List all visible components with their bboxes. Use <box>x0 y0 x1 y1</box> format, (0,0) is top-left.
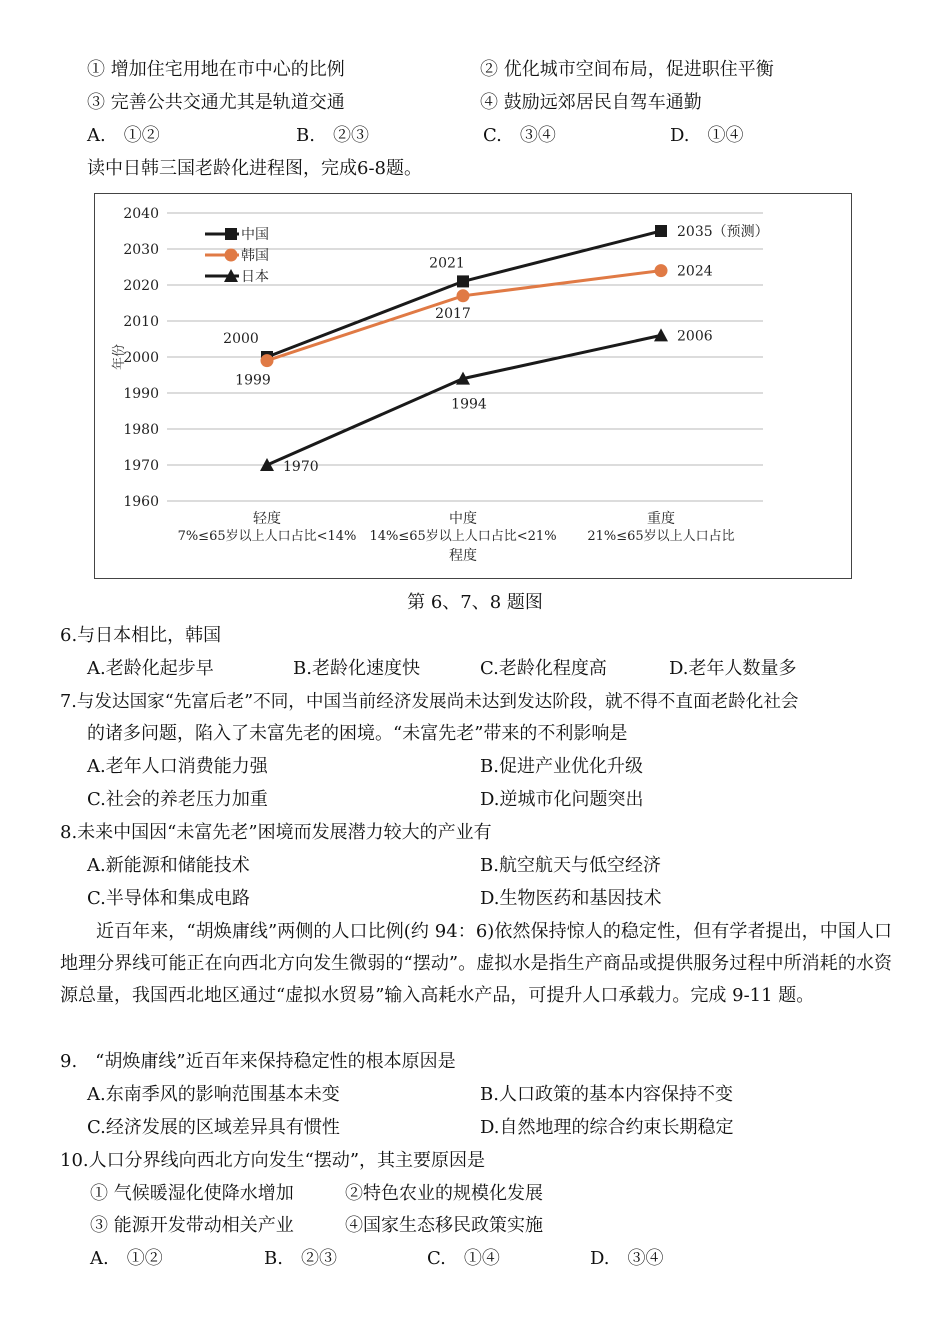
data-point <box>457 289 470 302</box>
data-label: 2017 <box>435 305 471 322</box>
q7-choice-c: C.社会的养老压力加重 <box>87 789 268 810</box>
legend-entry: 中国 <box>241 227 269 243</box>
q7-choice-b: B.促进产业优化升级 <box>480 756 643 777</box>
y-tick-label: 2000 <box>123 350 159 366</box>
chart-caption: 第 6、7、8 题图 <box>407 592 543 613</box>
y-tick-label: 1980 <box>123 422 159 438</box>
y-tick-label: 2040 <box>123 206 159 222</box>
legend-entry: 日本 <box>241 269 269 285</box>
legend-marker <box>225 228 237 240</box>
aging-chart <box>94 193 852 579</box>
data-point <box>261 354 274 367</box>
q6-stem: 6.与日本相比，韩国 <box>60 625 222 646</box>
q5-choice-c: C. ③④ <box>483 125 556 146</box>
x-axis-label: 程度 <box>449 548 477 564</box>
q6-choice-d: D.老年人数量多 <box>669 658 797 679</box>
passage-9-11: 近百年来，“胡焕庸线”两侧的人口比例(约 94：6)依然保持惊人的稳定性，但有学者提出，中国人口地理分界线可能正在向西北方向发生微弱的“摆动”。虚拟水是指生产商品或提供服务过程中所消耗的水资源总量，我国西北地区通过“虚拟水贸易”输入高耗水产品，可提升人口承载力。完成 9-11 题。 <box>60 921 892 1006</box>
q10-choice-b: B. ②③ <box>264 1248 337 1269</box>
legend-entry: 韩国 <box>241 248 269 264</box>
q8-choice-b: B.航空航天与低空经济 <box>480 855 661 876</box>
q10-item-3: ③ 能源开发带动相关产业 <box>90 1215 294 1236</box>
y-tick-label: 2030 <box>123 242 159 258</box>
x-category-sublabel: 7%≤65岁以上人口占比<14% <box>177 529 357 544</box>
y-tick-label: 1990 <box>123 386 159 402</box>
q10-choice-c: C. ①④ <box>427 1248 500 1269</box>
data-label: 2000 <box>223 331 259 347</box>
q8-choice-d: D.生物医药和基因技术 <box>480 888 662 909</box>
q6-choice-c: C.老龄化程度高 <box>480 658 607 679</box>
q7-choice-a: A.老年人口消费能力强 <box>87 756 268 777</box>
q5-item-1: ① 增加住宅用地在市中心的比例 <box>87 59 345 80</box>
x-category-label: 重度 <box>647 511 675 527</box>
q8-choice-a: A.新能源和储能技术 <box>87 855 250 876</box>
q8-stem: 8.未来中国因“未富先老”困境而发展潜力较大的产业有 <box>60 822 492 843</box>
q9-choice-d: D.自然地理的综合约束长期稳定 <box>480 1117 734 1138</box>
q6-choice-b: B.老龄化速度快 <box>293 658 420 679</box>
data-point <box>457 275 469 287</box>
q9-choice-c: C.经济发展的区域差异具有惯性 <box>87 1117 340 1138</box>
q7-choice-d: D.逆城市化问题突出 <box>480 789 644 810</box>
data-label: 2024 <box>677 263 713 280</box>
q10-choice-a: A. ①② <box>90 1248 163 1269</box>
q7-stem-2: 的诸多问题，陷入了未富先老的困境。“未富先老”带来的不利影响是 <box>87 723 628 744</box>
x-category-label: 轻度 <box>253 511 281 527</box>
data-label: 2021 <box>429 255 465 272</box>
x-category-label: 中度 <box>449 511 477 527</box>
data-point <box>655 225 667 237</box>
q9-choice-b: B.人口政策的基本内容保持不变 <box>480 1084 733 1105</box>
aging-chart-svg <box>95 194 851 578</box>
x-category-sublabel: 14%≤65岁以上人口占比<21% <box>369 529 557 544</box>
q10-choice-d: D. ③④ <box>590 1248 664 1269</box>
q5-choice-d: D. ①④ <box>670 125 744 146</box>
q10-stem: 10.人口分界线向西北方向发生“摆动”，其主要原因是 <box>60 1150 486 1171</box>
q5-choice-b: B. ②③ <box>296 125 369 146</box>
q10-item-1: ① 气候暖湿化使降水增加 <box>90 1183 294 1204</box>
y-tick-label: 1960 <box>123 494 159 510</box>
q9-stem: 9. “胡焕庸线”近百年来保持稳定性的根本原因是 <box>60 1051 456 1072</box>
data-label: 1970 <box>283 459 319 475</box>
data-point <box>655 264 668 277</box>
data-label: 1994 <box>451 396 487 413</box>
q5-item-2: ② 优化城市空间布局，促进职住平衡 <box>480 59 774 80</box>
q10-item-2: ②特色农业的规模化发展 <box>345 1183 543 1204</box>
data-point <box>654 328 668 341</box>
q5-item-3: ③ 完善公共交通尤其是轨道交通 <box>87 92 345 113</box>
q7-stem-1: 7.与发达国家“先富后老”不同，中国当前经济发展尚未达到发达阶段，就不得不直面老龄化社会 <box>60 692 799 712</box>
legend-marker <box>225 249 238 262</box>
y-axis-label: 年份 <box>112 343 127 371</box>
y-tick-label: 2020 <box>123 278 159 294</box>
q10-item-4: ④国家生态移民政策实施 <box>345 1215 543 1236</box>
intro-6-8: 读中日韩三国老龄化进程图，完成6-8题。 <box>87 158 422 179</box>
y-tick-label: 2010 <box>123 314 159 330</box>
q5-item-4: ④ 鼓励远郊居民自驾车通勤 <box>480 92 702 113</box>
x-category-sublabel: 21%≤65岁以上人口占比 <box>587 529 735 544</box>
q9-choice-a: A.东南季风的影响范围基本未变 <box>87 1084 340 1105</box>
q8-choice-c: C.半导体和集成电路 <box>87 888 250 909</box>
q6-choice-a: A.老龄化起步早 <box>87 658 214 679</box>
data-label: 2035（预测） <box>677 224 769 240</box>
data-label: 1999 <box>235 372 271 389</box>
data-label: 2006 <box>677 328 713 345</box>
q5-choice-a: A. ①② <box>87 125 160 146</box>
y-tick-label: 1970 <box>123 458 159 474</box>
